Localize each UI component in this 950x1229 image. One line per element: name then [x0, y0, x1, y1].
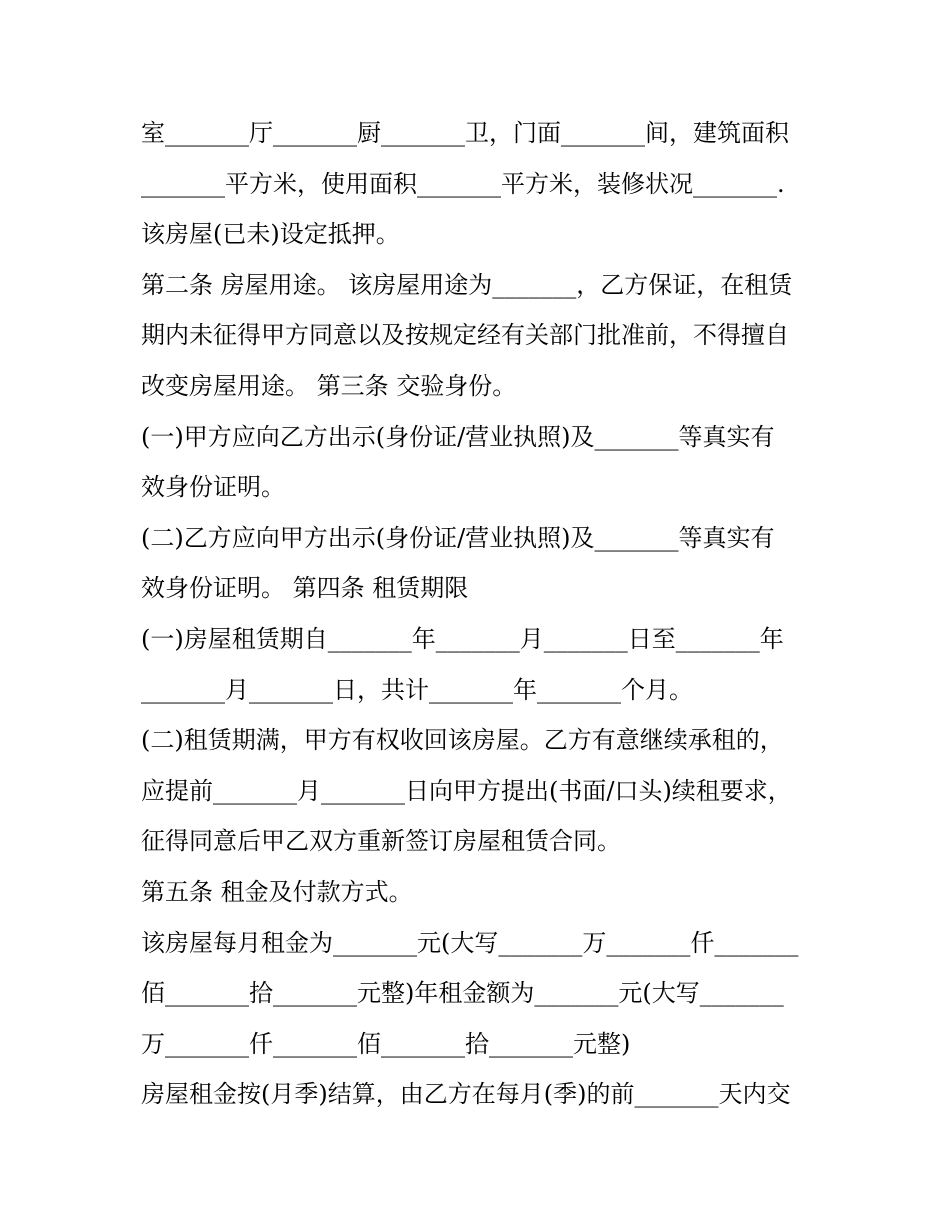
- text-line-8: 效身份证明。: [141, 473, 285, 502]
- text-line-18: 佰_______拾_______元整)年租金额为_______元(大写_______: [141, 979, 784, 1008]
- text-line-20: 房屋租金按(月季)结算，由乙方在每月(季)的前_______天内交: [141, 1080, 791, 1109]
- text-line-3: 该房屋(已未)设定抵押。: [141, 220, 400, 249]
- text-line-5: 期内未征得甲方同意以及按规定经有关部门批准前，不得擅自: [141, 321, 789, 350]
- text-line-15: 征得同意后甲乙双方重新签订房屋租赁合同。: [141, 827, 621, 856]
- text-line-19: 万_______仟_______佰_______拾_______元整): [141, 1029, 631, 1058]
- text-line-7: (一)甲方应向乙方出示(身份证/营业执照)及_______等真实有: [141, 422, 775, 451]
- text-line-9: (二)乙方应向甲方出示(身份证/营业执照)及_______等真实有: [141, 523, 775, 552]
- text-line-1: 室_______厅_______厨_______卫，门面_______间，建筑面积: [141, 119, 789, 147]
- text-line-2: _______平方米，使用面积_______平方米，装修状况_______.: [141, 169, 785, 198]
- text-line-10: 效身份证明。 第四条 租赁期限: [141, 574, 469, 603]
- text-line-12: _______月_______日，共计_______年_______个月。: [141, 675, 693, 704]
- text-line-4: 第二条 房屋用途。 该房屋用途为_______，乙方保证，在租赁: [141, 270, 793, 299]
- text-line-11: (一)房屋租赁期自_______年_______月_______日至_______年: [141, 624, 784, 653]
- contract-body: [141, 108, 821, 1120]
- text-line-14: 应提前_______月_______日向甲方提出(书面/口头)续租要求，: [141, 776, 792, 805]
- text-line-13: (二)租赁期满，甲方有权收回该房屋。乙方有意继续承租的，: [141, 726, 784, 755]
- text-line-6: 改变房屋用途。 第三条 交验身份。: [141, 371, 517, 400]
- text-line-16: 第五条 租金及付款方式。: [141, 877, 413, 906]
- text-line-17: 该房屋每月租金为_______元(大写_______万_______仟_______: [141, 928, 799, 957]
